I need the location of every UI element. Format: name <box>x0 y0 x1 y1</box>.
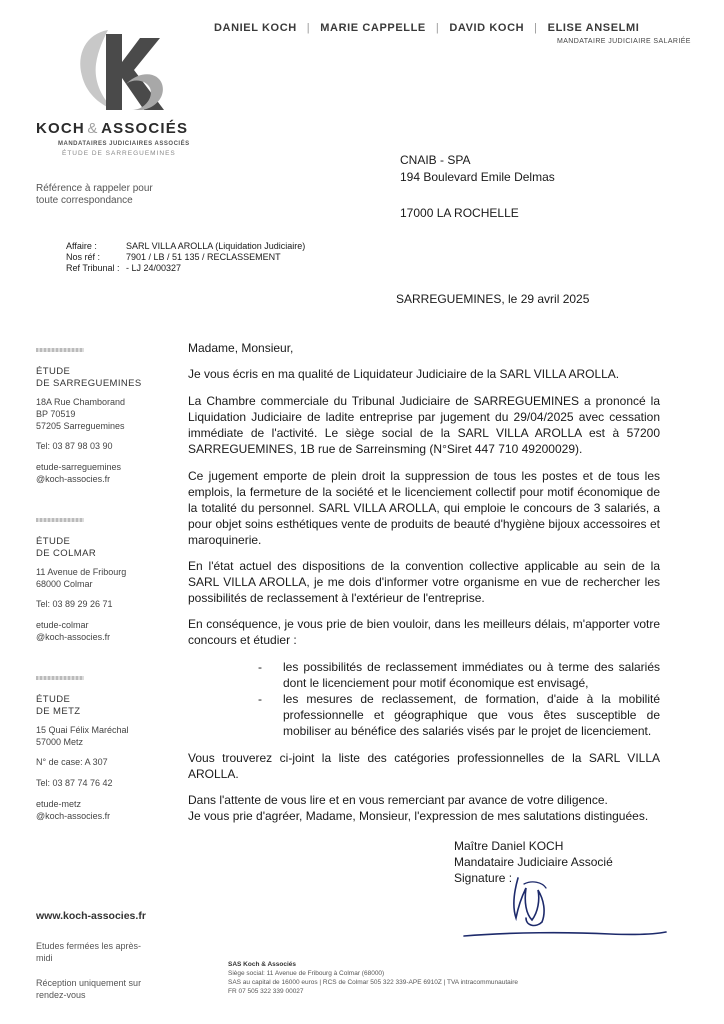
recipient-address <box>400 152 555 222</box>
partner-role: MANDATAIRE JUDICIAIRE SALARIÉE <box>557 38 691 45</box>
paragraph: Je vous écris en ma qualité de Liquidateur Judiciaire de la SARL VILLA AROLLA. <box>188 367 620 381</box>
nosref-label: Nos réf : <box>66 252 101 262</box>
footer-line: Siège social: 11 Avenue de Fribourg à Colmar (68000) <box>228 970 385 977</box>
paragraph: Vous trouverez ci-joint la liste des catégories professionnelles de la SARL VILLA AROLLA. <box>188 751 660 781</box>
bullet-list <box>258 659 660 739</box>
paragraph: La Chambre commerciale du Tribunal Judiciaire de SARREGUEMINES a prononcé la Liquidation Judiciaire de ladite entreprise par jugement du 29/04/2025 avec cessation immédiate de l'activité. Le siège social de la SARL VILLA AROLLA est à 57200 SARREGUEMINES, 1B rue de Sarreinsming (N°Siret 447 710 49200029). <box>188 394 660 456</box>
signatory-name: Maître Daniel KOCH <box>454 839 564 853</box>
office-email: etude-colmar @koch-associes.fr <box>36 620 111 642</box>
office-email: etude-metz @koch-associes.fr <box>36 799 111 821</box>
office-title: ÉTUDE DE COLMAR <box>36 536 97 559</box>
office-address: 18A Rue Chamborand BP 70519 57205 Sarreguemines <box>36 397 126 431</box>
brand-name: KOCH & ASSOCIÉS <box>36 120 189 137</box>
recipient-city: 17000 LA ROCHELLE <box>400 206 519 220</box>
brand-etude: ÉTUDE DE SARREGUEMINES <box>62 150 176 157</box>
office-title: ÉTUDE DE METZ <box>36 694 81 717</box>
tribunal-value: - LJ 24/00327 <box>126 263 182 273</box>
tribunal-label: Ref Tribunal : <box>66 263 120 273</box>
footer-line: SAS au capital de 16000 euros | RCS de Colmar 505 322 339-APE 6910Z | TVA intracommunautaire <box>228 979 519 986</box>
paragraph: En l'état actuel des dispositions de la convention collective applicable au sein de la SARL VILLA AROLLA, je me dois d'informer votre organisme en vue de rechercher les possibilités de reclassement à l'extérieur de l'entreprise. <box>188 559 660 605</box>
list-item: - les mesures de reclassement, de formation, d'aide à la mobilité professionnelle et géographique que vous êtes susceptible de mobiliser au bénéfice des salariés visés par le projet de licenciement. <box>258 692 660 738</box>
separator: | <box>435 22 440 34</box>
footer-legal <box>228 960 518 996</box>
office-case: N° de case: A 307 <box>36 757 108 767</box>
affaire-label: Affaire : <box>66 241 97 251</box>
handwritten-signature <box>460 866 670 946</box>
recipient-name: CNAIB - SPA <box>400 153 471 167</box>
paragraph: Ce jugement emporte de plein droit la suppression de tous les postes et de tous les emplois, la fermeture de la société et le licenciement collectif pour motif économique de la totalité du personnel. SARL VILLA AROLLA, qui emploie le concours de 3 salariés, a pour objet soins esthétiques vente de produits de beauté d'hygiène bijoux accessoires et maroquinerie. <box>188 469 660 547</box>
reception-note: Réception uniquement sur rendez-vous <box>36 978 142 1000</box>
office-address: 11 Avenue de Fribourg 68000 Colmar <box>36 567 127 589</box>
koch-logo-icon <box>70 24 170 124</box>
divider <box>36 518 84 522</box>
nosref-value: 7901 / LB / 51 135 / RECLASSEMENT <box>126 252 281 262</box>
recipient-street: 194 Boulevard Emile Delmas <box>400 170 555 184</box>
divider <box>36 348 84 352</box>
opening-hours-note: Etudes fermées les après-midi <box>36 941 142 963</box>
reference-note: Référence à rappeler pour toute correspondance <box>36 183 153 206</box>
partners-line <box>214 22 639 34</box>
separator: | <box>306 22 311 34</box>
paragraph: Dans l'attente de vous lire et en vous remerciant par avance de votre diligence. Je vous prie d'agréer, Madame, Monsieur, l'expression de mes salutations distinguées. <box>188 793 649 823</box>
affaire-value: SARL VILLA AROLLA (Liquidation Judiciaire) <box>126 241 306 251</box>
footer-line: FR 07 505 322 339 00027 <box>228 988 304 995</box>
partner-name: DANIEL KOCH <box>214 22 297 34</box>
office-phone: Tel: 03 87 74 76 42 <box>36 778 113 788</box>
divider <box>36 676 84 680</box>
website-link[interactable]: www.koch-associes.fr <box>36 910 146 922</box>
case-reference <box>66 241 305 274</box>
office-phone: Tel: 03 87 98 03 90 <box>36 441 113 451</box>
brand-subtitle: MANDATAIRES JUDICIAIRES ASSOCIÉS <box>58 141 190 147</box>
office-title: ÉTUDE DE SARREGUEMINES <box>36 366 142 389</box>
office-metz <box>36 676 166 822</box>
salutation: Madame, Monsieur, <box>188 341 294 355</box>
office-phone: Tel: 03 89 29 26 71 <box>36 599 113 609</box>
list-item: - les possibilités de reclassement immédiates ou à terme des salariés dont le licenciement pour motif économique est envisagé, <box>258 660 660 690</box>
separator: | <box>534 22 538 34</box>
footer-company: SAS Koch & Associés <box>228 961 297 968</box>
signatory-role: Mandataire Judiciaire Associé <box>454 855 613 869</box>
partner-name: ELISE ANSELMI <box>547 22 640 34</box>
office-colmar <box>36 518 166 643</box>
partner-name: MARIE CAPPELLE <box>320 22 426 34</box>
office-address: 15 Quai Félix Maréchal 57000 Metz <box>36 725 129 747</box>
paragraph: En conséquence, je vous prie de bien vouloir, dans les meilleurs délais, m'apporter votre concours et étudier : <box>188 617 660 647</box>
signature-label: Signature : <box>454 871 513 885</box>
partner-name: DAVID KOCH <box>449 22 525 34</box>
date-line: SARREGUEMINES, le 29 avril 2025 <box>396 292 590 306</box>
office-sarreguemines <box>36 348 166 485</box>
office-email: etude-sarreguemines @koch-associes.fr <box>36 462 122 484</box>
